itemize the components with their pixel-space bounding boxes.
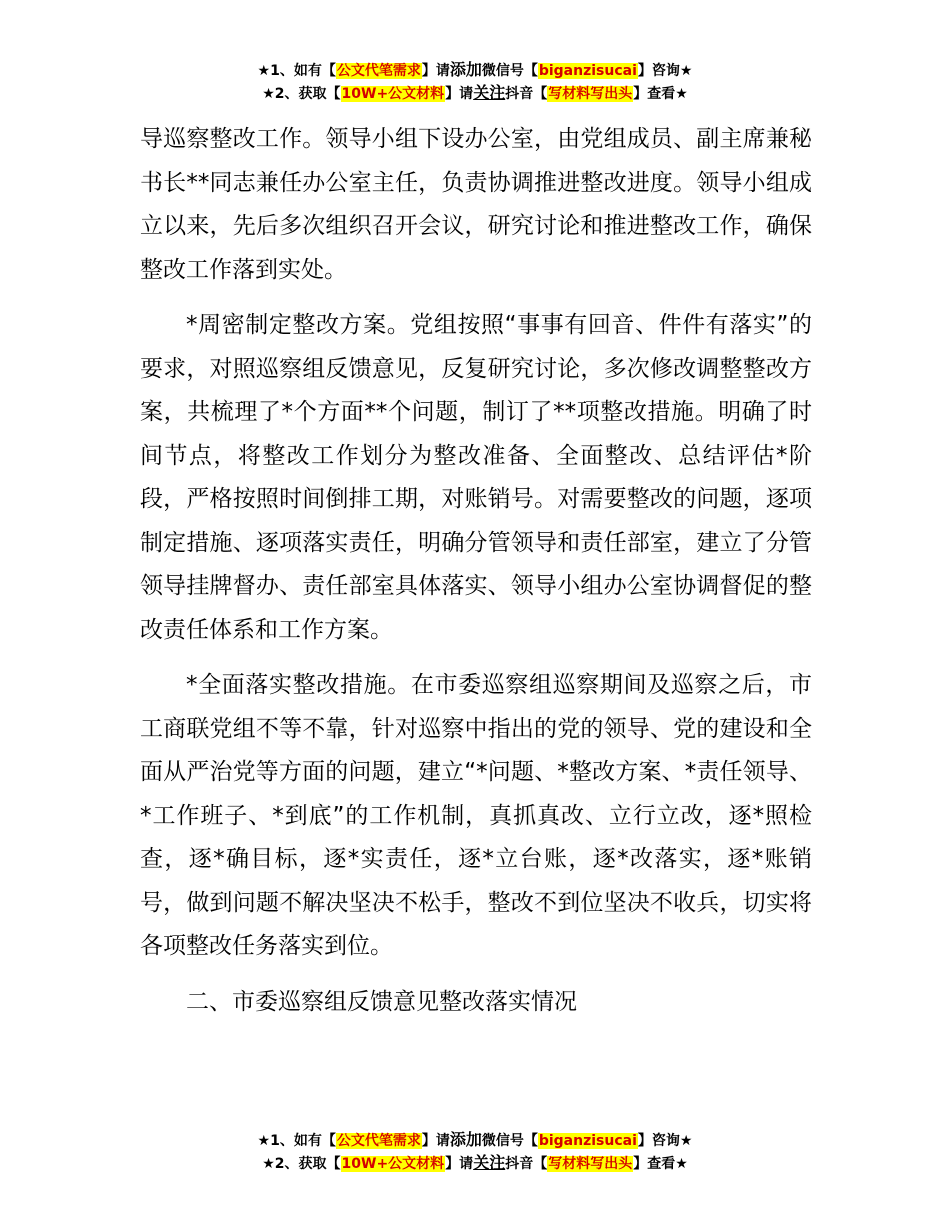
emphasis-text: 添加 bbox=[449, 1130, 482, 1149]
banner-text: 】查看 bbox=[633, 1156, 676, 1172]
banner-text: 】请 bbox=[445, 1156, 474, 1172]
section-heading: 二、市委巡察组反馈意见整改落实情况 bbox=[186, 988, 577, 1015]
banner-text: 微信号【 bbox=[481, 63, 538, 79]
header-banner bbox=[0, 59, 950, 105]
banner-text: 抖音【 bbox=[505, 1156, 548, 1172]
star-icon: ★ bbox=[257, 63, 271, 79]
emphasis-text: 关注 bbox=[473, 83, 506, 102]
banner-text: 】查看 bbox=[633, 86, 676, 102]
body-paragraph: 导巡察整改工作。领导小组下设办公室，由党组成员、副主席兼秘书长**同志兼任办公室主任，负责协调推进整改进度。领导小组成立以来，先后多次组织召开会议，研究讨论和推进整改工作，确保整改工作落到实处。 bbox=[140, 126, 812, 283]
banner-text: 2、获取【 bbox=[274, 86, 341, 102]
banner-text: 】咨询 bbox=[637, 63, 680, 79]
banner-text: 1、如有【 bbox=[270, 63, 336, 79]
banner-text: 】请 bbox=[421, 63, 450, 79]
highlight-text: 10W+公文材料 bbox=[341, 86, 445, 102]
body-paragraph: *全面落实整改措施。在市委巡察组巡察期间及巡察之后，市工商联党组不等不靠，针对巡察中指出的党的领导、党的建设和全面从严治党等方面的问题，建立“*问题、*整改方案、*责任领导、*工作班子、*到底”的工作机制，真抓真改、立行立改，逐*照检查，逐*确目标，逐*实责任，逐*立台账，逐*改落实，逐*账销号，做到问题不解决坚决不松手，整改不到位坚决不收兵，切实将各项整改任务落实到位。 bbox=[140, 672, 812, 959]
banner-text: 抖音【 bbox=[505, 86, 548, 102]
footer-banner bbox=[0, 1129, 950, 1175]
emphasis-text: 添加 bbox=[449, 60, 482, 79]
banner-text: 1、如有【 bbox=[270, 1133, 336, 1149]
banner-line-2 bbox=[0, 1152, 950, 1175]
banner-line-1 bbox=[0, 1129, 950, 1152]
document-body bbox=[140, 118, 812, 1036]
banner-line-2 bbox=[0, 82, 950, 105]
douyin-id-highlight: 写材料写出头 bbox=[548, 86, 633, 102]
highlight-text: 公文代笔需求 bbox=[336, 1133, 421, 1149]
wechat-id-highlight: biganzisucai bbox=[538, 1133, 637, 1149]
star-icon: ★ bbox=[679, 63, 693, 79]
highlight-text: 10W+公文材料 bbox=[341, 1156, 445, 1172]
star-icon: ★ bbox=[679, 1133, 693, 1149]
emphasis-text: 关注 bbox=[473, 1153, 506, 1172]
wechat-id-highlight: biganzisucai bbox=[538, 63, 637, 79]
star-icon: ★ bbox=[675, 86, 688, 102]
star-icon: ★ bbox=[257, 1133, 271, 1149]
body-paragraph: *周密制定整改方案。党组按照“事事有回音、件件有落实”的要求，对照巡察组反馈意见，反复研究讨论，多次修改调整整改方案，共梳理了*个方面**个问题，制订了**项整改措施。明确了时间节点，将整改工作划分为整改准备、全面整改、总结评估*阶段，严格按照时间倒排工期，对账销号。对需要整改的问题，逐项制定措施、逐项落实责任，明确分管领导和责任部室，建立了分管领导挂牌督办、责任部室具体落实、领导小组办公室协调督促的整改责任体系和工作方案。 bbox=[140, 312, 812, 643]
banner-line-1 bbox=[0, 59, 950, 82]
douyin-id-highlight: 写材料写出头 bbox=[548, 1156, 633, 1172]
star-icon: ★ bbox=[262, 1156, 275, 1172]
star-icon: ★ bbox=[262, 86, 275, 102]
star-icon: ★ bbox=[675, 1156, 688, 1172]
banner-text: 】请 bbox=[421, 1133, 450, 1149]
banner-text: 微信号【 bbox=[481, 1133, 538, 1149]
highlight-text: 公文代笔需求 bbox=[336, 63, 421, 79]
banner-text: 2、获取【 bbox=[274, 1156, 341, 1172]
banner-text: 】咨询 bbox=[637, 1133, 680, 1149]
banner-text: 】请 bbox=[445, 86, 474, 102]
